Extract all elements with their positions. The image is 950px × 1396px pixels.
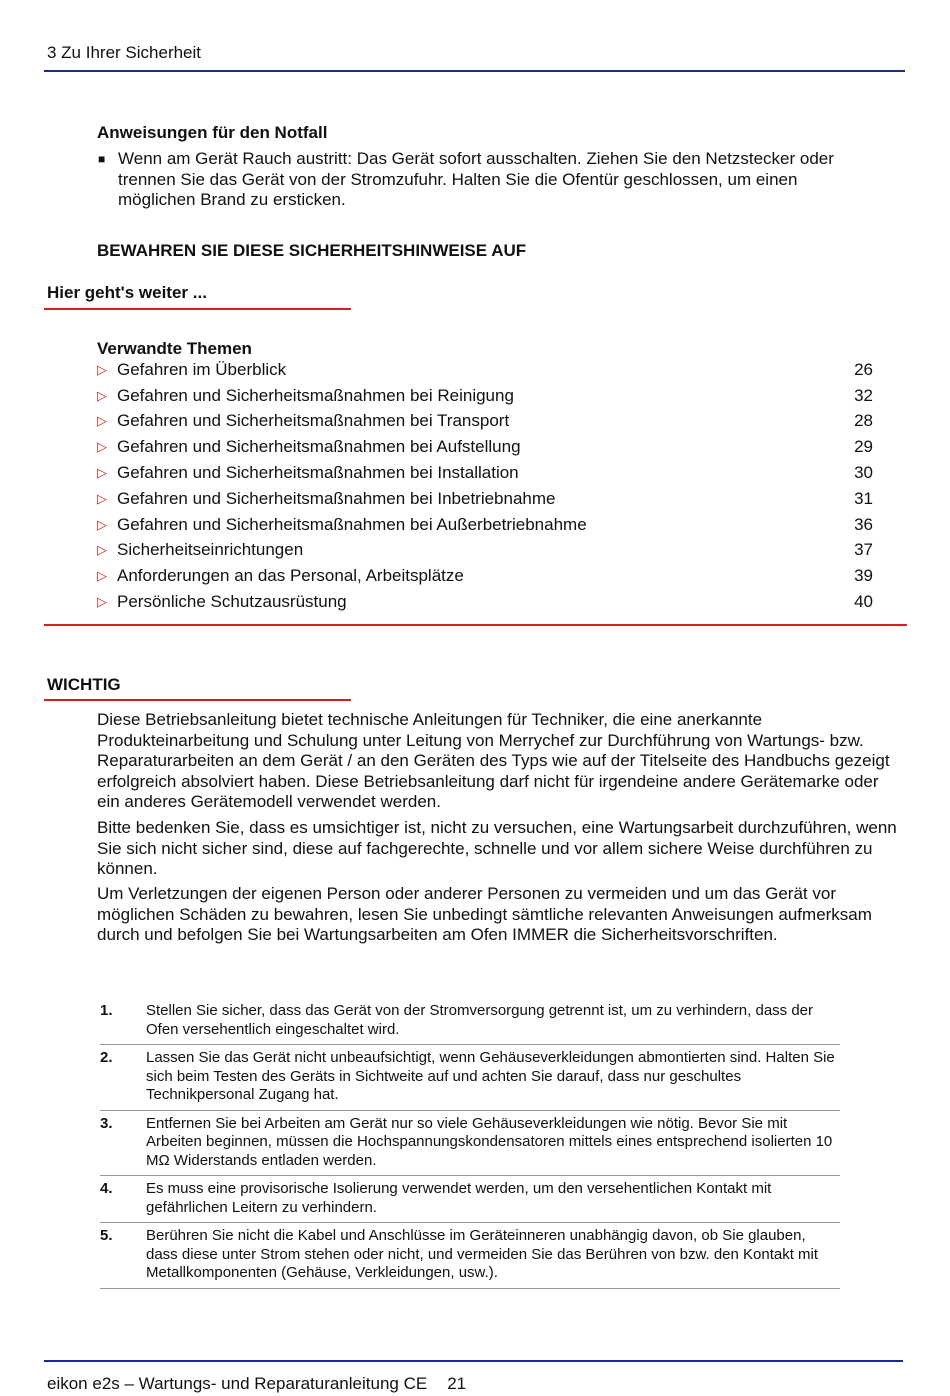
step-text: Es muss eine provisorische Isolierung verwendet werden, um den versehentlichen Kontakt mit gefährlichen Leitern zu verhindern.: [146, 1180, 772, 1216]
safety-step: [100, 1111, 840, 1177]
related-item[interactable]: [97, 357, 873, 383]
related-item-label: Anforderungen an das Personal, Arbeitsplätze: [117, 566, 464, 586]
page-footer: [47, 1374, 466, 1394]
related-item-page: 26: [854, 359, 873, 379]
continue-heading-rule: [44, 308, 351, 310]
triangle-arrow-icon: ▷: [97, 361, 107, 377]
related-item-page: 39: [854, 566, 873, 586]
important-paragraph: Bitte bedenken Sie, dass es umsichtiger ist, nicht zu versuchen, eine Wartungsarbeit durchzuführen, wenn Sie sich nicht sicher sind, diese auf fachgerechte, schnelle und vor allem sichere Weise durchführen zu können.: [97, 818, 897, 878]
related-item-page: 36: [854, 514, 873, 534]
related-item-label: Persönliche Schutzausrüstung: [117, 592, 347, 612]
related-item-label: Gefahren im Überblick: [117, 359, 287, 379]
related-item-page: 37: [854, 540, 873, 560]
triangle-arrow-icon: ▷: [97, 465, 107, 481]
square-bullet-icon: ■: [98, 152, 106, 166]
footer-doc-title: eikon e2s – Wartungs- und Reparaturanleitung CE: [47, 1374, 428, 1393]
step-text: Stellen Sie sicher, dass das Gerät von der Stromversorgung getrennt ist, um zu verhindern, dass der Ofen versehentlich eingeschaltet wird.: [146, 1002, 814, 1038]
related-item[interactable]: [97, 460, 873, 486]
related-item-label: Gefahren und Sicherheitsmaßnahmen bei Installation: [117, 463, 519, 483]
related-item-label: Gefahren und Sicherheitsmaßnahmen bei Transport: [117, 411, 510, 431]
related-item[interactable]: [97, 434, 873, 460]
step-number: 5.: [100, 1227, 113, 1244]
related-item-label: Gefahren und Sicherheitsmaßnahmen bei Inbetriebnahme: [117, 488, 556, 508]
header-rule: [44, 70, 905, 72]
related-item-label: Gefahren und Sicherheitsmaßnahmen bei Aufstellung: [117, 437, 521, 457]
related-item-label: Gefahren und Sicherheitsmaßnahmen bei Außerbetriebnahme: [117, 514, 587, 534]
related-item-page: 31: [854, 488, 873, 508]
related-item[interactable]: [97, 512, 873, 538]
section-title: 3 Zu Ihrer Sicherheit: [47, 43, 202, 62]
safety-step: [100, 1176, 840, 1223]
step-text: Lassen Sie das Gerät nicht unbeaufsichtigt, wenn Gehäuseverkleidungen abmontierten sind. Halten Sie sich beim Testen des Geräts in Sichtweite auf und achten Sie darauf, dass nur geschultes Technikpersonal Zugang hat.: [146, 1049, 835, 1103]
step-number: 3.: [100, 1114, 113, 1132]
step-number: 1.: [100, 1002, 113, 1019]
footer-rule: [44, 1360, 903, 1362]
related-topics-list: [97, 357, 873, 615]
important-heading-rule: [44, 699, 351, 701]
important-heading: WICHTIG: [47, 675, 121, 694]
step-text: Entfernen Sie bei Arbeiten am Gerät nur so viele Gehäuseverkleidungen wie nötig. Bevor Sie mit Arbeiten beginnen, müssen die Hochspannungskondensatoren mittels eines entsprechend isolierten 10 MΩ Widerstands entladen werden.: [146, 1114, 833, 1169]
related-item-label: Gefahren und Sicherheitsmaßnahmen bei Reinigung: [117, 385, 514, 405]
step-text: Berühren Sie nicht die Kabel und Anschlüsse im Geräteinneren unabhängig davon, ob Sie glauben, dass diese unter Strom stehen oder nicht, und vermeiden Sie das Berühren von bzw. den Kontakt mit Metallkomponenten (Gehäuse, Verkleidungen, usw.).: [146, 1227, 819, 1281]
related-item-page: 28: [854, 411, 873, 431]
related-end-rule: [44, 624, 907, 626]
related-item[interactable]: [97, 589, 873, 615]
related-item-page: 30: [854, 463, 873, 483]
related-item-page: 29: [854, 437, 873, 457]
important-paragraph: Diese Betriebsanleitung bietet technische Anleitungen für Techniker, die eine anerkannte Produkteinarbeitung und Schulung unter Leitung von Merrychef zur Durchführung von Wartungs- bzw. Reparaturarbeiten an dem Gerät / an den Geräten des Typs wie auf der Titelseite des Handbuchs gezeigt erfolgreich absolviert haben. Diese Betriebsanleitung darf nicht für irgendeine andere Gerätemarke oder ein anderes Gerätemodell verwendet werden.: [97, 710, 890, 811]
triangle-arrow-icon: ▷: [97, 594, 107, 610]
related-item[interactable]: [97, 409, 873, 435]
related-item-page: 32: [854, 385, 873, 405]
triangle-arrow-icon: ▷: [97, 542, 107, 558]
continue-heading: Hier geht's weiter ...: [47, 283, 207, 302]
related-item[interactable]: [97, 563, 873, 589]
footer-page-number: 21: [447, 1374, 467, 1393]
safety-step: [100, 1045, 840, 1111]
triangle-arrow-icon: ▷: [97, 413, 107, 429]
triangle-arrow-icon: ▷: [97, 490, 107, 506]
emergency-bullet: [97, 149, 877, 211]
emergency-heading: Anweisungen für den Notfall: [97, 123, 328, 142]
triangle-arrow-icon: ▷: [97, 516, 107, 532]
related-item[interactable]: [97, 383, 873, 409]
important-paragraph: Um Verletzungen der eigenen Person oder anderer Personen zu vermeiden und um das Gerät vor möglichen Schäden zu bewahren, lesen Sie unbedingt sämtliche relevanten Anweisungen aufmerksam durch und befolgen Sie bei Wartungsarbeiten am Ofen IMMER die Sicherheitsvorschriften.: [97, 884, 872, 944]
step-number: 4.: [100, 1180, 113, 1197]
related-item[interactable]: [97, 538, 873, 564]
emergency-bullet-text: Wenn am Gerät Rauch austritt: Das Gerät sofort ausschalten. Ziehen Sie den Netzstecker oder trennen Sie das Gerät von der Stromzufuhr. Halten Sie die Ofentür geschlossen, um einen möglichen Brand zu ersticken.: [118, 149, 834, 209]
triangle-arrow-icon: ▷: [97, 568, 107, 584]
related-item-label: Sicherheitseinrichtungen: [117, 540, 304, 560]
safety-step: [100, 998, 840, 1045]
step-number: 2.: [100, 1049, 113, 1066]
triangle-arrow-icon: ▷: [97, 387, 107, 403]
related-item[interactable]: [97, 486, 873, 512]
keep-notice: BEWAHREN SIE DIESE SICHERHEITSHINWEISE AUF: [97, 241, 527, 260]
related-item-page: 40: [854, 592, 873, 612]
triangle-arrow-icon: ▷: [97, 439, 107, 455]
related-heading: Verwandte Themen: [97, 339, 252, 358]
safety-steps-list: [100, 998, 840, 1289]
safety-step: [100, 1223, 840, 1289]
